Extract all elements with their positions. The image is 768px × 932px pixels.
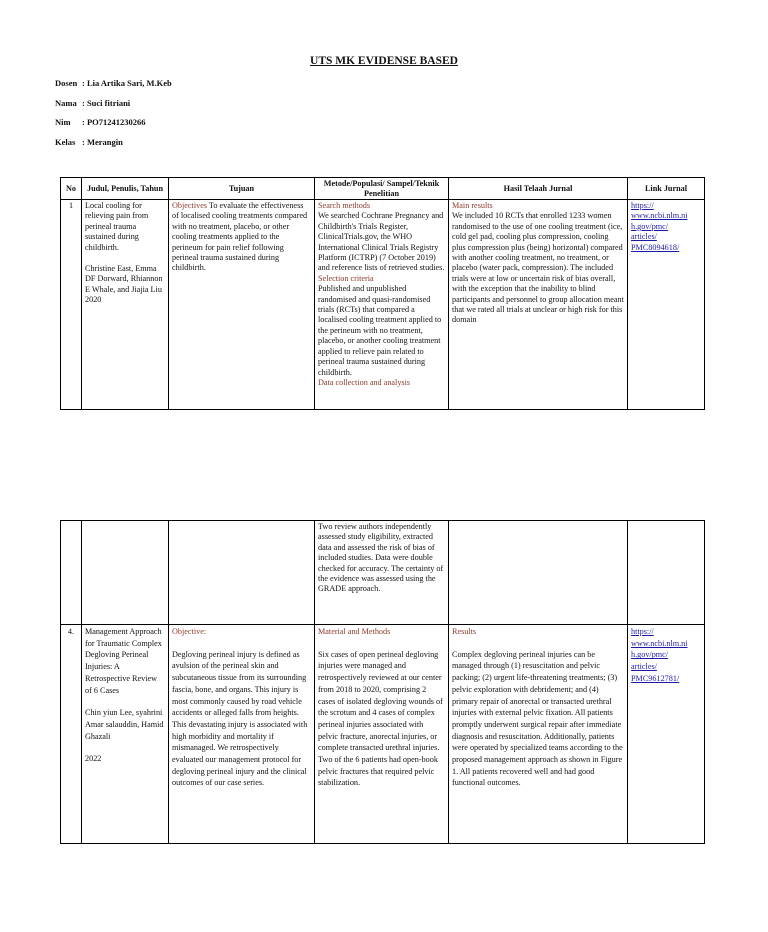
row4-tujuan-cell bbox=[169, 625, 315, 844]
header-judul: Judul, Penulis, Tahun bbox=[82, 178, 169, 200]
row4-link-cell bbox=[628, 625, 705, 844]
row4-judul: Management Approach for Traumatic Complex Degloving Perineal Injuries: A Retrospective Review of 6 Cases bbox=[85, 627, 162, 695]
row1-judul-cell bbox=[82, 200, 169, 410]
table-row bbox=[61, 521, 705, 625]
row1-metode-label3: Data collection and analysis bbox=[318, 377, 411, 387]
row1-tujuan-cell bbox=[169, 200, 315, 410]
row1-metode-cell bbox=[315, 200, 449, 410]
row4-hasil-label: Results bbox=[452, 627, 477, 636]
meta-nama: Nama : Suci fitriani bbox=[55, 98, 131, 108]
row1-authors: Christine East, Emma DF Dorward, Rhiannon E Whale, and Jiajia Liu bbox=[85, 264, 163, 294]
table-row bbox=[61, 625, 705, 844]
row1-link-cell bbox=[628, 200, 705, 410]
header-link: Link Jurnal bbox=[628, 178, 705, 200]
row1-metode-label1: Search methods bbox=[318, 201, 371, 210]
table-row bbox=[61, 200, 705, 410]
row4-tujuan-label: Objective: bbox=[172, 627, 207, 636]
row1-hasil-text: We included 10 RCTs that enrolled 1233 women randomised to the use of one cooling treatment (ice, cold gel pad, cooling plus compression, cooling plus compression plus (being) horizontal) compared with another cooling treatment, no treatment, or placebo (water pack, compression). The included trials were at low or uncertain risk of bias overall, with the exception that the inability to blind participants and personnel to group allocation meant that we rated all trials at unclear or high risk for this domain bbox=[452, 211, 624, 325]
header-metode: Metode/Populasi/ Sampel/Teknik Penelitian bbox=[315, 178, 449, 200]
table-header-row bbox=[61, 178, 705, 200]
row4-no: 4. bbox=[61, 625, 82, 844]
meta-kelas: Kelas : Merangin bbox=[55, 137, 123, 147]
header-hasil: Hasil Telaah Jurnal bbox=[449, 178, 628, 200]
row1-link[interactable]: https:// www.ncbi.nlm.ni h.gov/pmc/ articles/ PMC8094618/ bbox=[631, 201, 688, 252]
row4-tujuan-text: Degloving perineal injury is defined as avulsion of the perineal skin and subcutaneous tissue from its surrounding fascia, bone, and organs. This injury is most commonly caused by road vehicle accidents or alleged falls from heights. This devastating injury is associated with high morbidity and mortality if mismanaged. We retrospectively evaluated our management protocol for degloving perineal injury and the clinical outcomes of our case series. bbox=[172, 649, 308, 788]
row1-cont-metode: Two review authors independently assessed study eligibility, extracted data and assessed the risk of bias of included studies. Data were double checked for accuracy. The certainty of the evidence was assessed using the GRADE approach. bbox=[315, 521, 449, 625]
row1-tujuan-text: To evaluate the effectiveness of localised cooling treatments compared with no treatment, placebo, or other cooling treatments applied to the perineum for pain relief following perineal trauma sustained during childbirth. bbox=[172, 201, 308, 273]
journal-table-page1 bbox=[60, 177, 705, 410]
row4-link[interactable]: https:// www.ncbi.nlm.ni h.gov/pmc/ articles/ PMC9612781/ bbox=[631, 627, 688, 683]
row4-hasil-cell bbox=[449, 625, 628, 844]
meta-dosen: Dosen : Lia Artika Sari, M.Keb bbox=[55, 78, 172, 88]
row1-judul: Local cooling for relieving pain from perineal trauma sustained during childbirth. bbox=[85, 201, 149, 252]
row4-metode-label: Material and Methods bbox=[318, 627, 391, 636]
row4-judul-cell bbox=[82, 625, 169, 844]
row1-hasil-cell bbox=[449, 200, 628, 410]
row4-year: 2022 bbox=[85, 754, 102, 764]
journal-table-page2 bbox=[60, 520, 705, 844]
row1-year: 2020 bbox=[85, 295, 102, 305]
row1-no: 1 bbox=[61, 200, 82, 410]
document-title: UTS MK EVIDENSE BASED bbox=[310, 55, 458, 67]
row1-tujuan-label: Objectives bbox=[172, 201, 208, 210]
row4-metode-cell bbox=[315, 625, 449, 844]
header-tujuan: Tujuan bbox=[169, 178, 315, 200]
row1-metode-text2: Published and unpublished randomised and quasi-randomised trials (RCTs) that compared a localised cooling treatment applied to the perineum with no treatment, placebo, or another cooling treatment applied to relieve pain related to perineal trauma sustained during childbirth. bbox=[318, 284, 442, 377]
row4-hasil-text: Complex degloving perineal injuries can be managed through (1) resuscitation and pelvic packing; (2) urgent life-threatening treatments; (3) pelvic exploration with debridement; and (4) primary repair of anorectal or transacted urethral injuries with external pelvic fixation. All patients promptly underwent surgical repair after immediate diagnosis and resuscitation. Additionally, patients were operated by specialized teams according to the proposed management approach as shown in Figure 1. All patients recovered well and had good functional outcomes. bbox=[452, 649, 623, 788]
row4-metode-text: Six cases of open perineal degloving injuries were managed and retrospectively reviewed at our center from 2018 to 2020, comprising 2 cases of isolated degloving wounds of the scrotum and 4 cases of complex perineal injuries associated with pelvic fracture, anorectal injuries, or complete transacted urethral injuries. Two of the 6 patients had open-book pelvic fractures that required pelvic stabilization. bbox=[318, 649, 443, 788]
meta-nim: Nim : PO71241230266 bbox=[55, 117, 146, 127]
row1-metode-label2: Selection criteria bbox=[318, 273, 374, 283]
row1-metode-text1: We searched Cochrane Pregnancy and Childbirth's Trials Register, ClinicalTrials.gov, the WHO International Clinical Trials Registry Platform (ICTRP) (7 October 2019) and reference lists of retrieved studies. bbox=[318, 211, 445, 273]
header-no: No bbox=[61, 178, 82, 200]
row4-authors: Chin yiun Lee, syahrini Amar salauddin, Hamid Ghazali bbox=[85, 708, 164, 741]
row1-hasil-label: Main results bbox=[452, 201, 493, 210]
